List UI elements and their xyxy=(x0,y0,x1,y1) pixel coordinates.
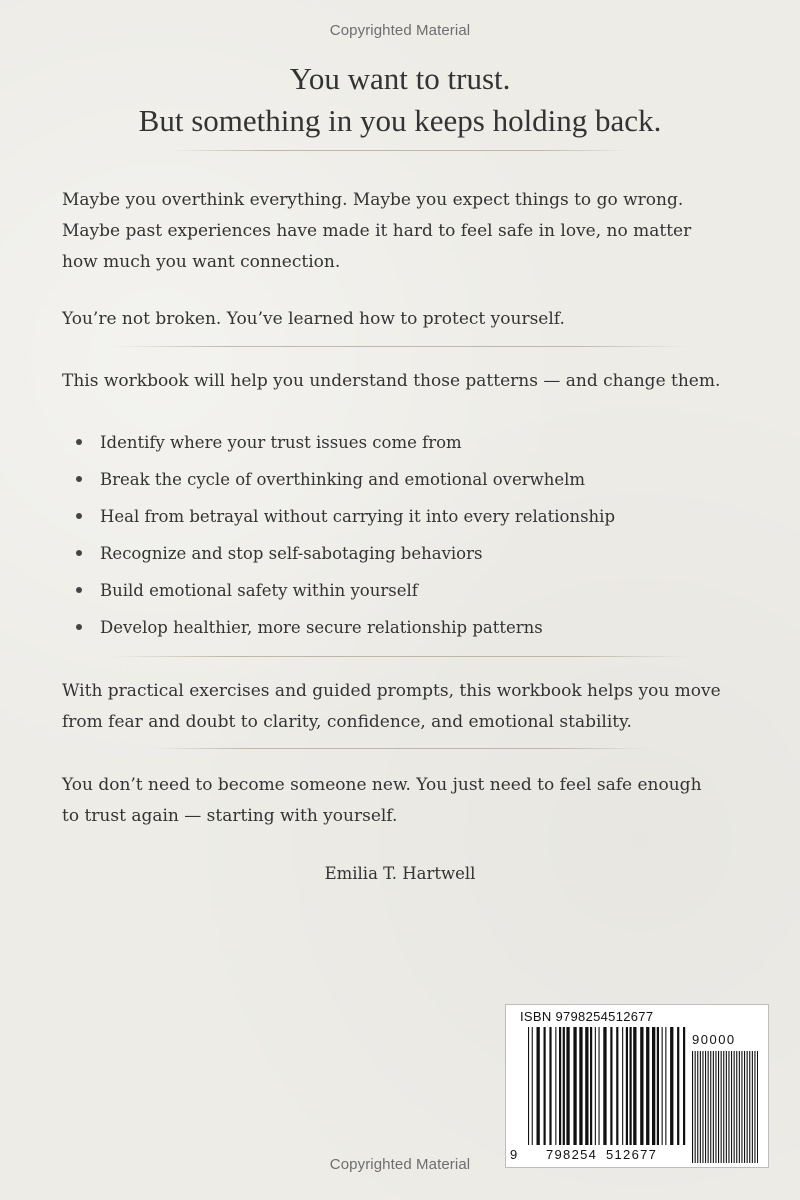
list-item-text: Develop healthier, more secure relationship patterns xyxy=(100,618,543,637)
barcode-icon xyxy=(528,1027,686,1157)
list-item xyxy=(74,424,615,461)
intro-line: how much you want connection. xyxy=(62,252,341,272)
price-code: 90000 xyxy=(692,1032,736,1047)
addon-barcode-icon xyxy=(692,1051,758,1163)
bullet-icon xyxy=(76,587,82,593)
list-item-text: Build emotional safety within yourself xyxy=(100,581,418,600)
intro-line: Maybe past experiences have made it hard to feel safe in love, no matter xyxy=(62,221,692,241)
bullet-icon xyxy=(76,476,82,482)
list-item xyxy=(74,572,615,609)
headline-line-2: But something in you keeps holding back. xyxy=(138,103,662,138)
list-item xyxy=(74,461,615,498)
workbook-paragraph: This workbook will help you understand those patterns — and change them. xyxy=(62,371,721,391)
bullet-icon xyxy=(76,624,82,630)
divider xyxy=(110,346,690,347)
barcode-lead-digit: 9 xyxy=(510,1147,518,1162)
list-item-text: Identify where your trust issues come from xyxy=(100,433,462,452)
list-item xyxy=(74,609,615,646)
isbn-label: ISBN 9798254512677 xyxy=(520,1009,654,1024)
headline xyxy=(0,58,800,142)
benefit-list xyxy=(74,424,615,646)
bullet-icon xyxy=(76,439,82,445)
practical-line: from fear and doubt to clarity, confidence, and emotional stability. xyxy=(62,712,632,732)
bullet-icon xyxy=(76,550,82,556)
bullet-icon xyxy=(76,513,82,519)
closing-paragraph xyxy=(62,770,742,832)
author-name: Emilia T. Hartwell xyxy=(324,864,476,883)
headline-line-1: You want to trust. xyxy=(289,61,511,96)
list-item xyxy=(74,498,615,535)
divider xyxy=(170,150,630,151)
isbn-barcode xyxy=(505,1004,769,1168)
intro-line: Maybe you overthink everything. Maybe you expect things to go wrong. xyxy=(62,190,684,210)
watermark-top: Copyrighted Material xyxy=(329,22,471,39)
divider xyxy=(110,656,690,657)
barcode-left-digits: 798254 xyxy=(546,1147,598,1162)
list-item-text: Recognize and stop self-sabotaging behaviors xyxy=(100,544,483,563)
list-item-text: Break the cycle of overthinking and emotional overwhelm xyxy=(100,470,586,489)
closing-line: to trust again — starting with yourself. xyxy=(62,806,398,826)
list-item xyxy=(74,535,615,572)
closing-line: You don’t need to become someone new. You just need to feel safe enough xyxy=(62,775,702,795)
divider xyxy=(150,748,650,749)
watermark-bottom: Copyrighted Material xyxy=(329,1156,471,1173)
intro-paragraph xyxy=(62,185,742,278)
practical-line: With practical exercises and guided prompts, this workbook helps you move xyxy=(62,681,721,701)
practical-paragraph xyxy=(62,676,742,738)
not-broken-paragraph: You’re not broken. You’ve learned how to protect yourself. xyxy=(62,309,565,329)
barcode-right-digits: 512677 xyxy=(606,1147,658,1162)
list-item-text: Heal from betrayal without carrying it into every relationship xyxy=(100,507,616,526)
